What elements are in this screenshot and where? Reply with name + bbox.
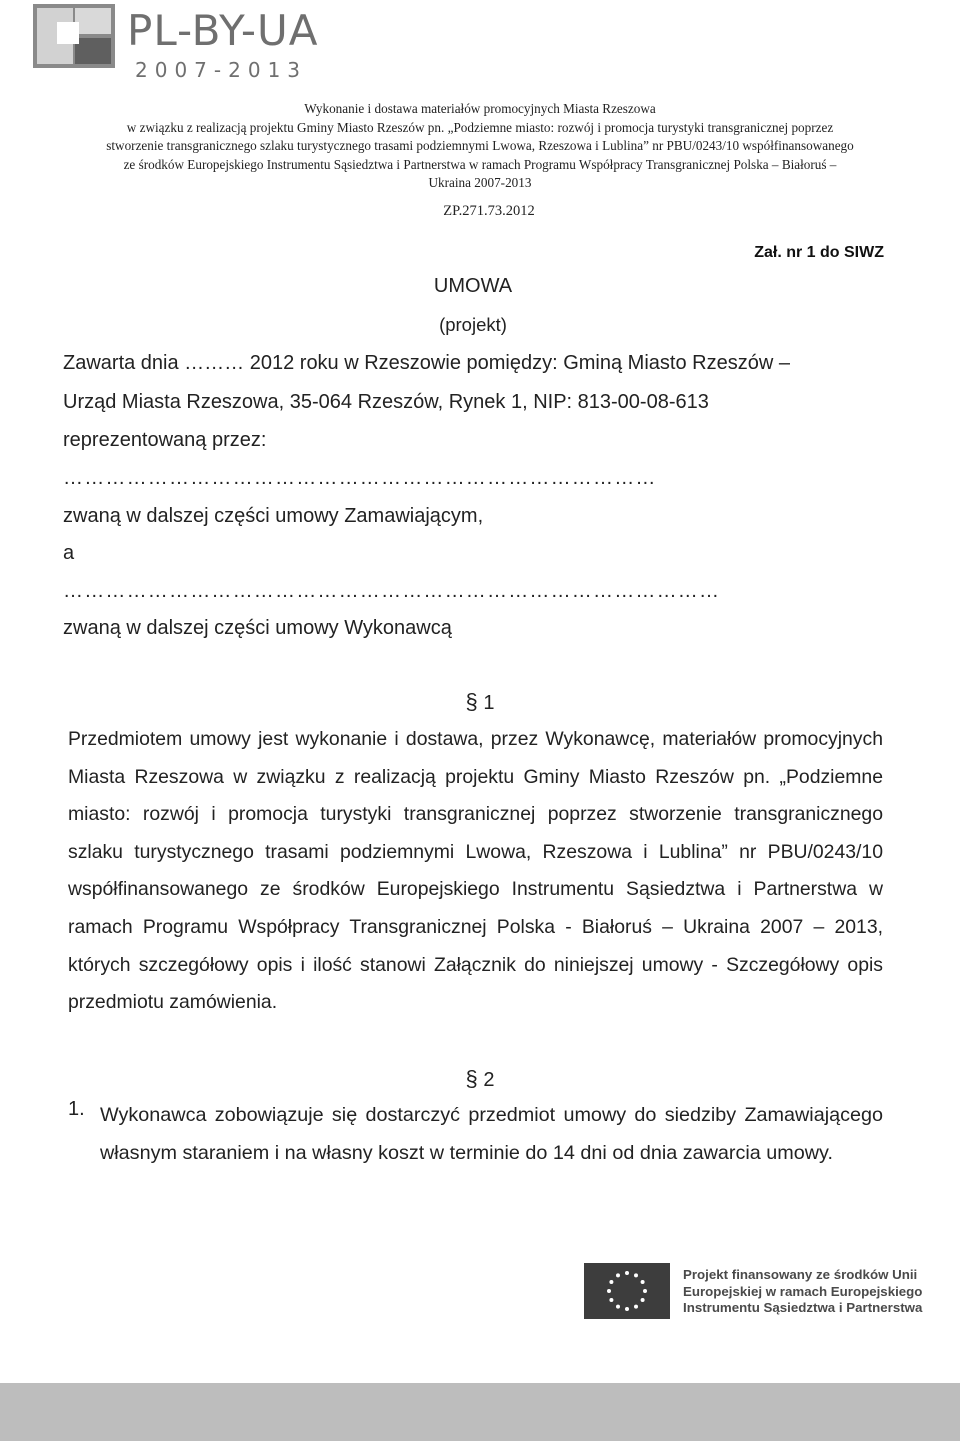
eu-funding-line: Projekt finansowany ze środków Unii [683, 1267, 918, 1282]
eu-funding-note [683, 1267, 922, 1317]
header-line: Wykonanie i dostawa materiałów promocyjnych Miasta Rzeszowa [304, 101, 656, 116]
list-item-text: Wykonawca zobowiązuje się dostarczyć przedmiot umowy do siedziby Zamawiającego własnym staraniem i na własny koszt w terminie do 14 dni od dnia zawarcia umowy. [100, 1104, 883, 1164]
contractor-placeholder: ………………………………………………………………………………… [63, 580, 721, 602]
section-number: 1 [483, 692, 495, 714]
intro-line: Urząd Miasta Rzeszowa, 35-064 Rzeszów, Rynek 1, NIP: 813-00-08-613 [63, 391, 709, 413]
logo-years: 2007-2013 [135, 58, 308, 82]
section-1-paragraph: Przedmiotem umowy jest wykonanie i dostawa, przez Wykonawcę, materiałów promocyjnych Miasta Rzeszowa w związku z realizacją projektu Gminy Miasto Rzeszów pn. „Podziemne miasto: rozwój i promocja turystyki transgranicznej poprzez stworzenie transgranicznego szlaku turystycznego trasami podziemnymi Lwowa, Rzeszowa i Lublina” nr PBU/0243/10 współfinansowanego ze środków Europejskiego Instrumentu Sąsiedztwa i Partnerstwa w ramach Programu Współpracy Transgranicznej Polska - Białoruś – Ukraina 2007 – 2013, których szczegółowy opis i ilość stanowi Załącznik do niniejszej umowy - Szczegółowy opis przedmiotu zamówienia. [68, 728, 883, 1014]
list-item-number: 1. [68, 1098, 85, 1120]
logo-mark-icon [33, 4, 115, 68]
intro-line: Zawarta dnia ……… 2012 roku w Rzeszowie pomiędzy: Gminą Miasto Rzeszów – [63, 352, 790, 374]
section-symbol: § [465, 1066, 478, 1091]
section-heading-2 [0, 1066, 960, 1092]
section-number: 2 [483, 1069, 495, 1091]
signatory-placeholder: ………………………………………………………………………… [63, 467, 657, 489]
footer-bar [0, 1383, 960, 1441]
eu-funding-line: Europejskiej w ramach Europejskiego [683, 1283, 923, 1299]
eu-funding-line: Instrumentu Sąsiedztwa i Partnerstwa [683, 1300, 923, 1315]
reference-number: ZP.271.73.2012 [443, 203, 535, 219]
document-header [0, 100, 960, 193]
intro-line: reprezentowaną przez: [63, 429, 267, 451]
header-line: stworzenie transgranicznego szlaku turystycznego trasami podziemnymi Lwowa, Rzeszowa i Lublina” nr PBU/0243/10 współfinansowanego [106, 138, 854, 153]
document-title: UMOWA [433, 275, 513, 297]
program-logo [33, 4, 333, 84]
intro-line: zwaną w dalszej części umowy Zamawiającym, [63, 505, 484, 527]
attachment-label: Zał. nr 1 do SIWZ [754, 244, 884, 261]
logo-name: PL-BY-UA [127, 6, 319, 55]
header-line: ze środków Europejskiego Instrumentu Sąsiedztwa i Partnerstwa w ramach Programu Współpracy Transgranicznej Polska – Białoruś – [123, 156, 837, 172]
intro-line: a [63, 542, 75, 564]
header-line: Ukraina 2007-2013 [428, 175, 532, 190]
header-line: w związku z realizacją projektu Gminy Miasto Rzeszów pn. „Podziemne miasto: rozwój i promocja turystyki transgranicznej poprzez [126, 119, 834, 135]
section-symbol: § [465, 689, 478, 714]
intro-line: zwaną w dalszej części umowy Wykonawcą [63, 617, 452, 639]
eu-flag-icon [584, 1263, 670, 1319]
section-heading-1 [0, 689, 960, 715]
document-subtitle: (projekt) [439, 314, 507, 335]
